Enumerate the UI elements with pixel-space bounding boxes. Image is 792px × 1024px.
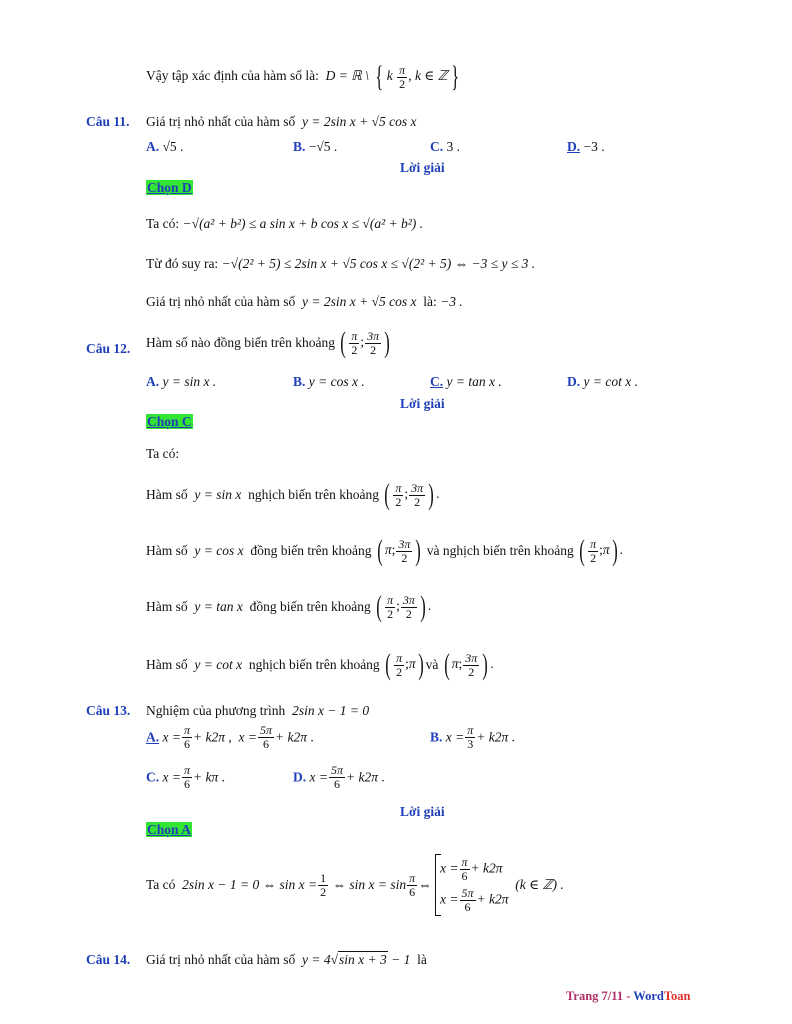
intro-k: k: [386, 68, 393, 84]
q11-option-b[interactable]: B. −√5 .: [293, 139, 338, 154]
q13-option-c[interactable]: C. x = $\frac{\pi}{6}$ + kπ .: [146, 763, 225, 791]
question-13-label: Câu 13.: [86, 703, 131, 718]
q12-taco: Ta có:: [146, 446, 180, 461]
question-11-text: Giá trị nhỏ nhất của hàm số y = 2sin x + √5 cos x: [146, 114, 417, 129]
intro-text: Vậy tập xác định của hàm số là:: [146, 68, 319, 84]
q12-answer-badge: Chọn C: [147, 414, 192, 429]
question-12-label: Câu 12.: [86, 341, 131, 356]
solution-system-bracket: x = $\frac{\pi}{6}$ + k2π x = $\frac{5\pi}{6}$ + k2π: [435, 854, 509, 916]
q12-solution-heading: Lời giải: [400, 396, 445, 411]
domain-statement: Vậy tập xác định của hàm số là: D = ℝ \ { k $\frac{\pi}{2}$ , k ∈ ℤ }: [146, 60, 459, 93]
q13-option-b[interactable]: B. x = $\frac{\pi}{3}$ + k2π .: [430, 723, 516, 751]
q13-option-d[interactable]: D. x = $\frac{5\pi}{6}$ + k2π .: [293, 763, 385, 791]
q11-option-c[interactable]: C. 3 .: [430, 139, 460, 154]
q11-solution-line-2: Từ đó suy ra: −√(2² + 5) ≤ 2sin x + √5 cos x ≤ √(2² + 5) ⇔ −3 ≤ y ≤ 3 .: [146, 256, 536, 271]
intro-formula-lhs: D = ℝ \: [325, 68, 370, 84]
q12-solution-line-2: Hàm số y = cos x đồng biến trên khoảng ( π; $\frac{3\pi}{2}$ ) và nghịch biến trên khoảng ( $\frac{\pi}{2}$ ;π) .: [146, 534, 624, 567]
q12-option-a[interactable]: A. y = sin x .: [146, 374, 217, 389]
q12-option-d[interactable]: D. y = cot x .: [567, 374, 638, 389]
q11-solution-line-1: Ta có: −√(a² + b²) ≤ a sin x + b cos x ≤ √(a² + b²) .: [146, 216, 424, 231]
q13-solution-line: Ta có 2sin x − 1 = 0 ⇔ sin x = $\frac{1}{2}$ ⇔ sin x = sin $\frac{\pi}{6}$ ⇔ x = $\frac{\pi}{6}$ + k2π x = $\frac{5\pi}{6}$ + k2π (k ∈ ℤ) .: [146, 855, 564, 914]
q12-option-b[interactable]: B. y = cos x .: [293, 374, 365, 389]
q11-option-d[interactable]: D. −3 .: [567, 139, 605, 154]
question-13-text: Nghiệm của phương trình 2sin x − 1 = 0: [146, 703, 370, 718]
brand-toan: Toan: [663, 989, 691, 1003]
q11-solution-heading: Lời giải: [400, 160, 445, 175]
question-11-label: Câu 11.: [86, 114, 130, 129]
question-14-label: Câu 14.: [86, 952, 131, 967]
q13-option-a[interactable]: A. x = $\frac{\pi}{6}$ + k2π , x = $\frac{5\pi}{6}$ + k2π .: [146, 723, 314, 751]
q12-solution-line-4: Hàm số y = cot x nghịch biến trên khoảng ( $\frac{\pi}{2}$ ;π) và ( π; $\frac{3\pi}{2}$ ) .: [146, 648, 494, 681]
intro-set-rest: , k ∈ ℤ: [408, 68, 448, 84]
pi-over-2-fraction: $\frac{\pi}{2}$: [399, 62, 406, 91]
brand-word: Word: [633, 989, 664, 1003]
q11-answer-badge: Chọn D: [147, 180, 192, 195]
q11-option-a[interactable]: A. √5 .: [146, 139, 184, 154]
question-14-text: Giá trị nhỏ nhất của hàm số y = 4√sin x + 3 − 1 là: [146, 952, 427, 967]
page-footer: [566, 989, 690, 1004]
question-12-text: Hàm số nào đồng biến trên khoảng ( $\frac{\pi}{2}$ ; $\frac{3\pi}{2}$ ): [146, 326, 390, 359]
q12-solution-line-1: Hàm số y = sin x nghịch biến trên khoảng ( $\frac{\pi}{2}$ ; $\frac{3\pi}{2}$ ) .: [146, 478, 440, 511]
page-number: Trang 7/11 -: [566, 989, 631, 1003]
q13-solution-heading: Lời giải: [400, 804, 445, 819]
q13-answer-badge: Chọn A: [147, 822, 191, 837]
q12-solution-line-3: Hàm số y = tan x đồng biến trên khoảng ( $\frac{\pi}{2}$ ; $\frac{3\pi}{2}$ ) .: [146, 590, 432, 623]
q12-option-c[interactable]: C. y = tan x .: [430, 374, 502, 389]
q11-solution-line-3: Giá trị nhỏ nhất của hàm số y = 2sin x + √5 cos x là: −3 .: [146, 294, 463, 309]
q11-formula: y = 2sin x + √5 cos x: [301, 114, 417, 129]
